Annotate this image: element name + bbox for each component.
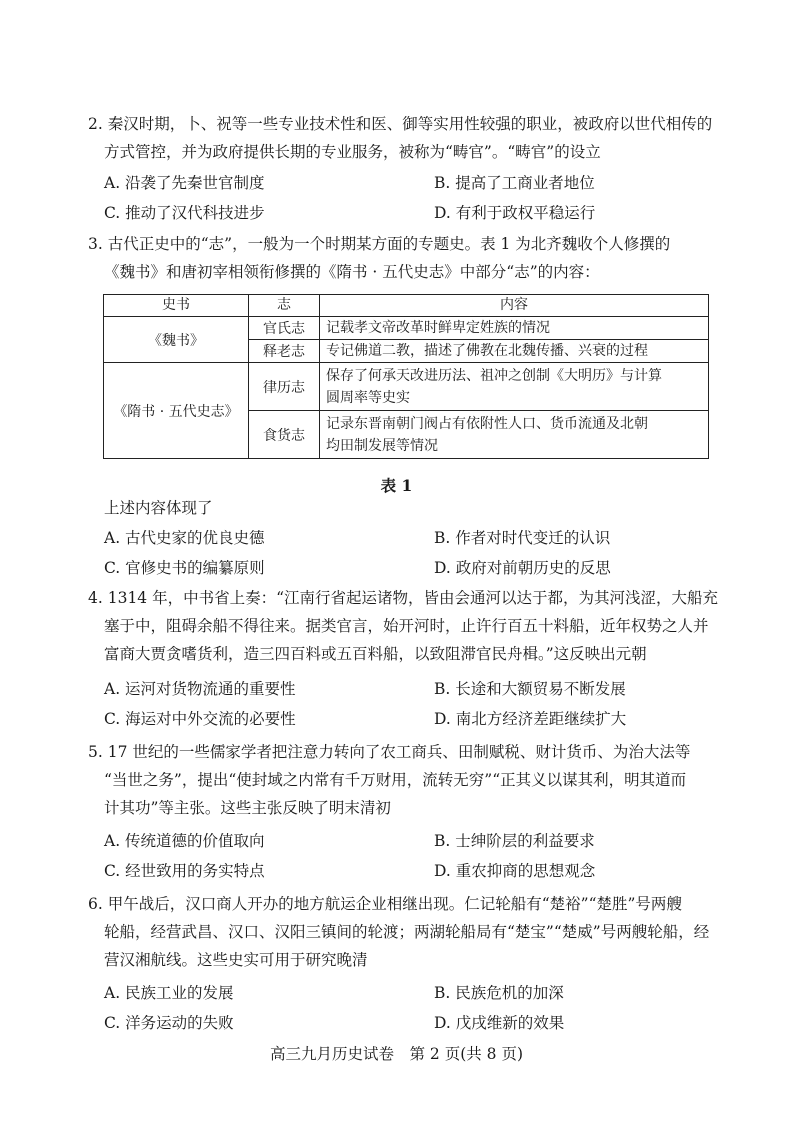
option-a: A. 传统道德的价值取向: [104, 832, 265, 850]
table-1: [103, 294, 709, 459]
question-4: [88, 584, 728, 668]
question-4-line-1: 4. 1314 年，中书省上奏：“江南行省起运诸物，皆由会通河以达于都，为其河浅涩，大船充: [88, 589, 719, 607]
option-a: A. 沿袭了先秦世官制度: [104, 174, 265, 192]
question-4-line-3: 富商大贾贪嗜货利，造三四百料或五百料船，以致阻滞官民舟楫。”这反映出元朝: [104, 645, 647, 663]
table-row: [104, 317, 709, 340]
question-5-options: [104, 826, 724, 886]
table-caption: 表 1: [380, 476, 413, 495]
option-c: C. 推动了汉代科技进步: [104, 204, 265, 222]
option-a: A. 古代史家的优良史德: [104, 529, 265, 547]
question-6-options-row-2: [104, 1008, 724, 1038]
question-6: [88, 890, 728, 974]
option-b: B. 作者对时代变迁的认识: [434, 529, 611, 547]
table-cell-zhi: 律历志: [249, 363, 320, 411]
option-d: D. 重农抑商的思想观念: [434, 862, 596, 880]
question-6-line-3: 营汉湘航线。这些史实可用于研究晚清: [104, 951, 368, 969]
table-cell-content: [320, 363, 709, 411]
table-cell-zhi: 食货志: [249, 411, 320, 459]
option-c: C. 海运对中外交流的必要性: [104, 710, 296, 728]
option-c: C. 洋务运动的失败: [104, 1014, 234, 1032]
question-4-options: [104, 674, 724, 734]
table-cell-content-line: 保存了何承天改进历法、祖冲之创制《大明历》与计算: [326, 367, 662, 384]
question-3-options: [104, 523, 724, 583]
question-3-line-1: 3. 古代正史中的“志”，一般为一个时期某方面的专题史。表 1 为北齐魏收个人修撰的: [88, 235, 671, 253]
question-2-options: [104, 168, 724, 228]
question-5-line-2: “当世之务”，提出“使封域之内常有千万财用，流转无穷”“正其义以谋其利，明其道而: [104, 771, 687, 789]
option-b: B. 士绅阶层的利益要求: [434, 832, 595, 850]
table-row: [104, 363, 709, 411]
table-cell-content: [320, 411, 709, 459]
question-6-line-2: 轮船，经营武昌、汉口、汉阳三镇间的轮渡；两湖轮船局有“楚宝”“楚威”号两艘轮船，经: [104, 923, 710, 941]
option-d: D. 戊戌维新的效果: [434, 1014, 565, 1032]
table-header-row: [104, 295, 709, 317]
question-4-line-2: 塞于中，阻碍余船不得往来。据类官言，始开河时，止许行百五十料船，近年权势之人并: [104, 617, 709, 635]
question-2-line-2: 方式管控，并为政府提供长期的专业服务，被称为“畴官”。“畴官”的设立: [104, 143, 601, 161]
table-cell-content-line: 记录东晋南朝门阀占有依附性人口、货币流通及北朝: [326, 415, 648, 432]
question-3: [88, 230, 728, 286]
question-5-line-1: 5. 17 世纪的一些儒家学者把注意力转向了农工商兵、田制赋税、财计货币、为治大法等: [88, 743, 691, 761]
option-d: D. 政府对前朝历史的反思: [434, 559, 611, 577]
question-2: [88, 110, 728, 166]
question-3-line-2: 《魏书》和唐初宰相领衔修撰的《隋书 · 五代史志》中部分“志”的内容：: [104, 263, 600, 281]
option-c: C. 经世致用的务实特点: [104, 862, 265, 880]
option-b: B. 长途和大额贸易不断发展: [434, 680, 626, 698]
table-cell-book: 《魏书》: [104, 317, 249, 363]
page-footer: 高三九月历史试卷 第 2 页(共 8 页): [269, 1045, 524, 1063]
table-cell-book: 《隋书 · 五代史志》: [104, 363, 249, 459]
table-header-book: 史书: [104, 295, 249, 317]
question-3-stem-end: [104, 494, 744, 522]
table-cell-content: 专记佛道二教，描述了佛教在北魏传播、兴衰的过程: [320, 340, 709, 363]
question-6-line-1: 6. 甲午战后，汉口商人开办的地方航运企业相继出现。仁记轮船有“楚裕”“楚胜”号两艘: [88, 895, 682, 913]
question-5-line-3: 计其功”等主张。这些主张反映了明末清初: [104, 799, 391, 817]
option-a: A. 民族工业的发展: [104, 984, 234, 1002]
option-d: D. 有利于政权平稳运行: [434, 204, 596, 222]
option-b: B. 民族危机的加深: [434, 984, 564, 1002]
table-cell-zhi: 释老志: [249, 340, 320, 363]
table-cell-content: 记载孝文帝改革时鲜卑定姓族的情况: [320, 317, 709, 340]
question-2-line-1: 2. 秦汉时期，卜、祝等一些专业技术性和医、御等实用性较强的职业，被政府以世代相传的: [88, 115, 713, 133]
table-cell-zhi: 官氏志: [249, 317, 320, 340]
question-6-options: [104, 978, 724, 1008]
option-a: A. 运河对货物流通的重要性: [104, 680, 296, 698]
table-header-zhi: 志: [249, 295, 320, 317]
option-b: B. 提高了工商业者地位: [434, 174, 595, 192]
table-cell-content-line: 圆周率等史实: [326, 389, 410, 406]
option-c: C. 官修史书的编纂原则: [104, 559, 265, 577]
option-d: D. 南北方经济差距继续扩大: [434, 710, 627, 728]
table-cell-content-line: 均田制发展等情况: [326, 437, 438, 454]
question-5: [88, 738, 728, 822]
question-3-after: 上述内容体现了: [104, 499, 213, 517]
table-header-content: 内容: [320, 295, 709, 317]
